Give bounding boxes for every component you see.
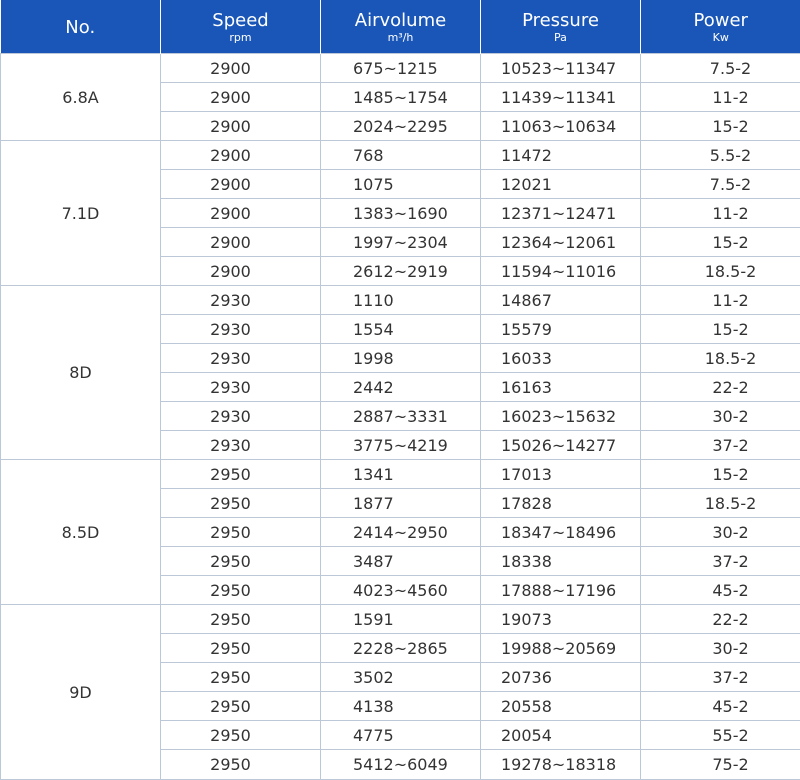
power-cell: 7.5-2 xyxy=(641,54,800,83)
header-power xyxy=(641,0,800,54)
pressure-cell: 17888~17196 xyxy=(481,576,641,605)
power-cell: 15-2 xyxy=(641,112,800,141)
table-row xyxy=(1,54,800,83)
power-cell: 30-2 xyxy=(641,402,800,431)
speed-cell: 2950 xyxy=(161,634,321,663)
power-cell: 11-2 xyxy=(641,83,800,112)
header-airvolume-label: Airvolume xyxy=(321,11,480,31)
pressure-cell: 11439~11341 xyxy=(481,83,641,112)
power-cell: 15-2 xyxy=(641,228,800,257)
speed-cell: 2930 xyxy=(161,344,321,373)
header-pressure-label: Pressure xyxy=(481,11,640,31)
pressure-cell: 19073 xyxy=(481,605,641,634)
speed-cell: 2900 xyxy=(161,112,321,141)
airvolume-cell: 1998 xyxy=(321,344,481,373)
header-no-label: No. xyxy=(1,18,161,38)
table-header xyxy=(1,0,800,54)
header-airvolume-unit: m³/h xyxy=(321,32,480,44)
model-cell: 6.8A xyxy=(1,54,161,141)
pressure-cell: 15026~14277 xyxy=(481,431,641,460)
airvolume-cell: 1554 xyxy=(321,315,481,344)
header-speed xyxy=(161,0,321,54)
speed-cell: 2950 xyxy=(161,750,321,780)
power-cell: 18.5-2 xyxy=(641,489,800,518)
pressure-cell: 20558 xyxy=(481,692,641,721)
pressure-cell: 14867 xyxy=(481,286,641,315)
power-cell: 30-2 xyxy=(641,518,800,547)
model-cell: 8D xyxy=(1,286,161,460)
pressure-cell: 11594~11016 xyxy=(481,257,641,286)
pressure-cell: 19278~18318 xyxy=(481,750,641,780)
speed-cell: 2950 xyxy=(161,576,321,605)
speed-cell: 2900 xyxy=(161,170,321,199)
pressure-cell: 16023~15632 xyxy=(481,402,641,431)
pressure-cell: 19988~20569 xyxy=(481,634,641,663)
speed-cell: 2950 xyxy=(161,605,321,634)
airvolume-cell: 768 xyxy=(321,141,481,170)
airvolume-cell: 3775~4219 xyxy=(321,431,481,460)
power-cell: 15-2 xyxy=(641,315,800,344)
speed-cell: 2950 xyxy=(161,663,321,692)
power-cell: 37-2 xyxy=(641,547,800,576)
airvolume-cell: 4023~4560 xyxy=(321,576,481,605)
power-cell: 37-2 xyxy=(641,431,800,460)
pressure-cell: 20054 xyxy=(481,721,641,750)
pressure-cell: 10523~11347 xyxy=(481,54,641,83)
speed-cell: 2930 xyxy=(161,402,321,431)
pressure-cell: 17013 xyxy=(481,460,641,489)
power-cell: 15-2 xyxy=(641,460,800,489)
pressure-cell: 12371~12471 xyxy=(481,199,641,228)
table-row xyxy=(1,460,800,489)
power-cell: 22-2 xyxy=(641,373,800,402)
power-cell: 18.5-2 xyxy=(641,344,800,373)
pressure-cell: 20736 xyxy=(481,663,641,692)
airvolume-cell: 2228~2865 xyxy=(321,634,481,663)
speed-cell: 2900 xyxy=(161,141,321,170)
speed-cell: 2950 xyxy=(161,547,321,576)
power-cell: 5.5-2 xyxy=(641,141,800,170)
power-cell: 45-2 xyxy=(641,576,800,605)
model-cell: 9D xyxy=(1,605,161,780)
speed-cell: 2950 xyxy=(161,692,321,721)
power-cell: 45-2 xyxy=(641,692,800,721)
airvolume-cell: 3487 xyxy=(321,547,481,576)
speed-cell: 2930 xyxy=(161,431,321,460)
pressure-cell: 11472 xyxy=(481,141,641,170)
speed-cell: 2930 xyxy=(161,286,321,315)
speed-cell: 2930 xyxy=(161,373,321,402)
header-speed-label: Speed xyxy=(161,11,320,31)
airvolume-cell: 4138 xyxy=(321,692,481,721)
power-cell: 30-2 xyxy=(641,634,800,663)
airvolume-cell: 1877 xyxy=(321,489,481,518)
speed-cell: 2950 xyxy=(161,518,321,547)
airvolume-cell: 675~1215 xyxy=(321,54,481,83)
pressure-cell: 12364~12061 xyxy=(481,228,641,257)
airvolume-cell: 2612~2919 xyxy=(321,257,481,286)
airvolume-cell: 1341 xyxy=(321,460,481,489)
speed-cell: 2900 xyxy=(161,199,321,228)
airvolume-cell: 2414~2950 xyxy=(321,518,481,547)
header-no xyxy=(1,0,161,54)
header-pressure-unit: Pa xyxy=(481,32,640,44)
airvolume-cell: 1075 xyxy=(321,170,481,199)
pressure-cell: 16033 xyxy=(481,344,641,373)
pressure-cell: 17828 xyxy=(481,489,641,518)
speed-cell: 2900 xyxy=(161,54,321,83)
speed-cell: 2950 xyxy=(161,460,321,489)
pressure-cell: 12021 xyxy=(481,170,641,199)
pressure-cell: 15579 xyxy=(481,315,641,344)
airvolume-cell: 1591 xyxy=(321,605,481,634)
model-cell: 7.1D xyxy=(1,141,161,286)
table-row xyxy=(1,141,800,170)
airvolume-cell: 2887~3331 xyxy=(321,402,481,431)
speed-cell: 2900 xyxy=(161,228,321,257)
speed-cell: 2950 xyxy=(161,721,321,750)
table-row xyxy=(1,605,800,634)
model-cell: 8.5D xyxy=(1,460,161,605)
header-power-unit: Kw xyxy=(641,32,800,44)
speed-cell: 2900 xyxy=(161,257,321,286)
table-body xyxy=(1,54,800,780)
speed-cell: 2950 xyxy=(161,489,321,518)
airvolume-cell: 1383~1690 xyxy=(321,199,481,228)
airvolume-cell: 1485~1754 xyxy=(321,83,481,112)
airvolume-cell: 2024~2295 xyxy=(321,112,481,141)
header-airvolume xyxy=(321,0,481,54)
pressure-cell: 18338 xyxy=(481,547,641,576)
speed-cell: 2900 xyxy=(161,83,321,112)
power-cell: 75-2 xyxy=(641,750,800,780)
power-cell: 22-2 xyxy=(641,605,800,634)
power-cell: 55-2 xyxy=(641,721,800,750)
airvolume-cell: 4775 xyxy=(321,721,481,750)
header-speed-unit: rpm xyxy=(161,32,320,44)
pressure-cell: 11063~10634 xyxy=(481,112,641,141)
table-row xyxy=(1,286,800,315)
airvolume-cell: 5412~6049 xyxy=(321,750,481,780)
airvolume-cell: 1110 xyxy=(321,286,481,315)
header-row xyxy=(1,0,800,54)
airvolume-cell: 3502 xyxy=(321,663,481,692)
power-cell: 11-2 xyxy=(641,286,800,315)
speed-cell: 2930 xyxy=(161,315,321,344)
header-power-label: Power xyxy=(641,11,800,31)
power-cell: 37-2 xyxy=(641,663,800,692)
pressure-cell: 16163 xyxy=(481,373,641,402)
power-cell: 11-2 xyxy=(641,199,800,228)
power-cell: 18.5-2 xyxy=(641,257,800,286)
airvolume-cell: 2442 xyxy=(321,373,481,402)
airvolume-cell: 1997~2304 xyxy=(321,228,481,257)
pressure-cell: 18347~18496 xyxy=(481,518,641,547)
header-pressure xyxy=(481,0,641,54)
power-cell: 7.5-2 xyxy=(641,170,800,199)
